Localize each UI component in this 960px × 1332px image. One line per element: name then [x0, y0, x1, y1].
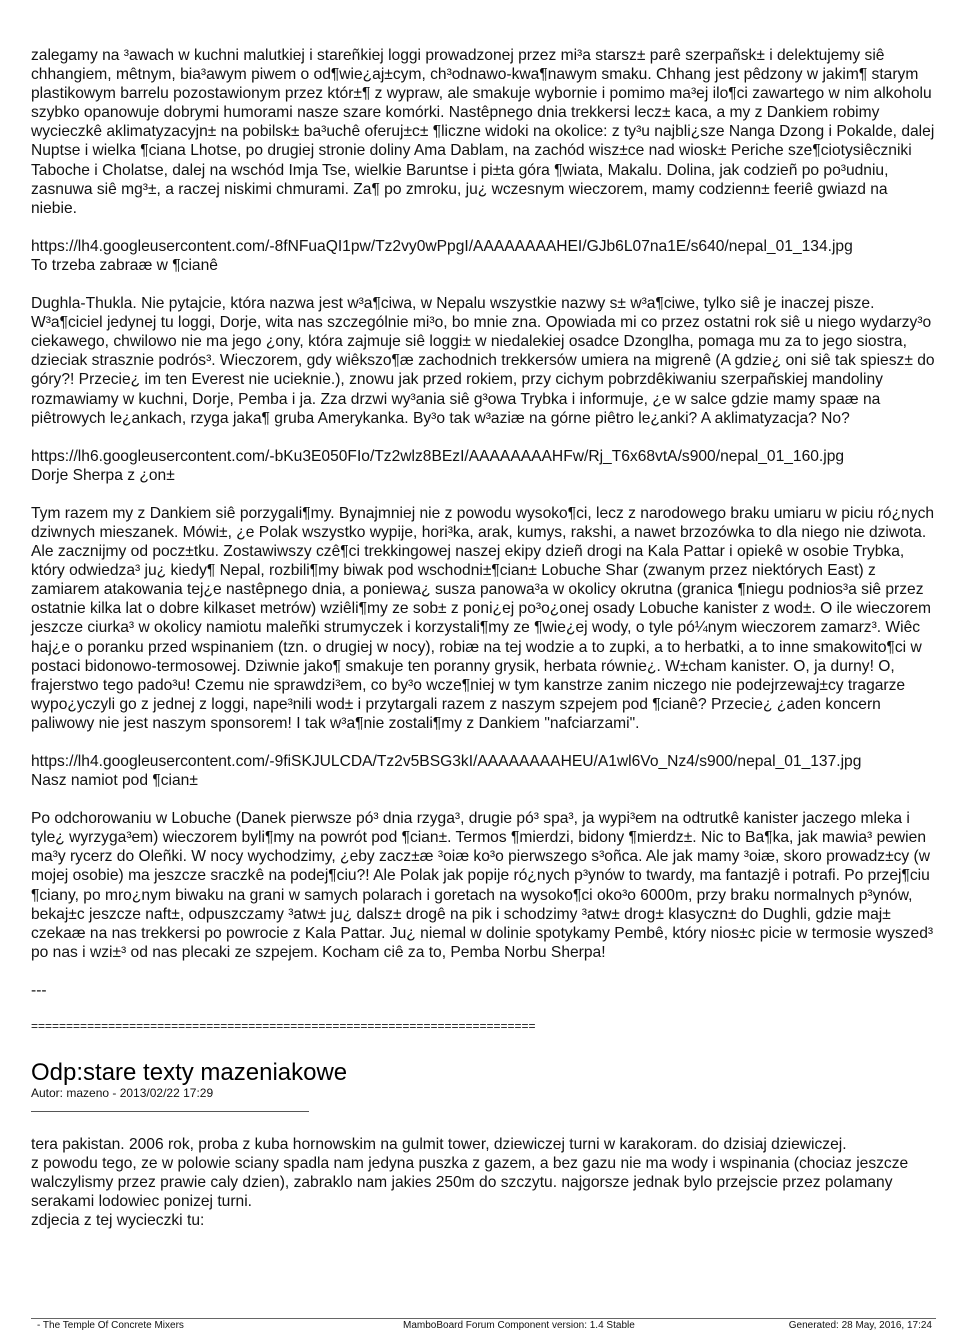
footer-site-name: - The Temple Of Concrete Mixers	[37, 1320, 184, 1331]
footer-divider	[31, 1318, 936, 1319]
footer-generated-date: Generated: 28 May, 2016, 17:24	[788, 1320, 932, 1331]
image-link[interactable]: https://lh6.googleusercontent.com/-bKu3E050FIo/Tz2wlz8BEzI/AAAAAAAAHFw/Rj_T6x68vtA/s900/nepal_01_160.jpg	[31, 447, 845, 465]
page-footer	[31, 1318, 936, 1332]
post-paragraph: Po odchorowaniu w Lobuche (Danek pierwsze pó³ dnia rzyga³, drugie pó³ spa³, ja wypi³em na odtrutkê kanister jaczego mleka i tyle¿ wyrzyga³em) wieczorem byli¶my na powrót pod ¶cian±. Termos ¶mierdzi, bidony ¶mierdz±. Nic to Ba¶ka, jak mawia³ pewien ma³y rycerz do Oleñki. W nocy wychodzimy, ¿eby zacz±æ ³oiæ ko³o pierwszego s³oñca. Ale jak mamy ³oiæ, skoro prowadz±cy (w mojej osobie) ma jeszcze sraczkê na podej¶ciu?! Ale Polak jak popije ró¿nych p³ynów to twardy, ma fantazjê i potrafi. Po przej¶ciu ¶ciany, po mro¿nym biwaku na grani w samych polarach i goretach na wysoko¶ci oko³o 6000m, przy braku normalnych p³ynów, bekaj±c jeszcze naft±, odpuszczamy ³atw± ju¿ dalsz± drogê na pik i schodzimy ³atw± drog± klasyczn± do Dughli, gdzie maj± czekaæ na nas trekkersi po powrocie z Kala Pattar. Ju¿ niemal w dolinie spotykamy Pembê, który nios±c picie w termosie wyszed³ po nas i wzi±³ od nas plecaki ze szpejem. Kocham ciê za to, Pemba Norbu Sherpa!	[31, 810, 938, 961]
image-caption: To trzeba zabraæ w ¶cianê	[31, 256, 218, 274]
image-caption: Dorje Sherpa z ¿on±	[31, 466, 175, 484]
forum-export-page	[31, 46, 939, 1231]
signature-dashes: ---	[31, 981, 47, 999]
post-separator: ========================================================================	[31, 1019, 536, 1034]
image-link[interactable]: https://lh4.googleusercontent.com/-9fiSKJULCDA/Tz2v5BSG3kI/AAAAAAAAHEU/A1wl6Vo_Nz4/s900/nepal_01_137.jpg	[31, 753, 862, 770]
post-meta: Autor: mazeno - 2013/02/22 17:29	[31, 1086, 214, 1101]
image-caption: Nasz namiot pod ¶cian±	[31, 772, 198, 790]
post-divider	[31, 1111, 309, 1112]
post-paragraph: Dughla-Thukla. Nie pytajcie, która nazwa jest w³a¶ciwa, w Nepalu wszystkie nazwy s± w³a¶ciwe, tylko siê je inaczej pisze. W³a¶ciciel jedynej tu loggi, Dorje, wita nas szczególnie mi³o, bo mnie zna. Opowiada mi co przez ostatni rok siê u niego wydarzy³o ciekawego, chwilowo nie ma jego ¿ony, która zajmuje siê loggi± w niedalekiej osadce Dzonglha, pomaga mu za to jego siostra, dzieciak strasznie podrós³. Wieczorem, gdy wiêkszo¶æ zachodnich trekkersów umiera na migrenê (A gdzie¿ oni siê tak spiesz± do góry?! Przecie¿ im ten Everest nie ucieknie.), znowu jak przed rokiem, przy cichym pobrzdêkiwaniu szerpañskiej mandoliny rozmawiamy w kuchni, Dorje, Pemba i ja. Zza drzwi wy³ania siê g³owa Trybka i informuje, ¿e w salce gdzie mamy spaæ na piêtrowych le¿ankach, rzyga jaka¶ gruba Amerykanka. By³o tak w³aziæ na górne piêtro le¿anki? A aklimatyzacja? No?	[31, 295, 939, 427]
post-body: tera pakistan. 2006 rok, proba z kuba hornowskim na gulmit tower, dziewiczej turni w karakoram. do dzisiaj dziewiczej. z powodu tego, ze w polowie sciany spadla nam jedyna puszka z gazem, a bez gazu nie ma wody i wspinania (chociaz jeszcze walczylismy przez prawie caly dzien), zabraklo nam jakies 250m do szczytu. najgorsze jednak bylo przejscie przez polamany serakami lodowiec ponizej turni. zdjecia z tej wycieczki tu:	[31, 1136, 909, 1230]
post-title: Odp:stare texty mazeniakowe	[31, 1059, 348, 1087]
footer-component-version: MamboBoard Forum Component version: 1.4 Stable	[403, 1320, 635, 1331]
image-link[interactable]: https://lh4.googleusercontent.com/-8fNFuaQI1pw/Tz2vy0wPpgI/AAAAAAAAHEI/GJb6L07na1E/s640/nepal_01_134.jpg	[31, 237, 853, 255]
post-paragraph: Tym razem my z Dankiem siê porzygali¶my. Bynajmniej nie z powodu wysoko¶ci, lecz z narodowego braku umiaru w piciu ró¿nych dziwnych mieszanek. Mówi±, ¿e Polak wszystko wypije, hori³ka, arak, kumys, rakshi, a nawet brzozówka to dla niego nie dziwota. Ale zacznijmy od pocz±tku. Zostawiwszy czê¶ci trekkingowej naszej ekipy dzieñ drogi na Kala Pattar i opiekê w osobie Trybka, który odwiedza³ ju¿ kiedy¶ Nepal, rozbili¶my biwak pod wschodni±¶cian± Lobuche Shar (zwanym przez niektórych East) z zamiarem atakowania tej¿e nastêpnego dnia, a poniewa¿ susza panowa³a w okolicy okrutna (granica ¶niegu podnios³a siê przez ostatnie kilka lat o dobre kilkaset metrów) wziêli¶my ze sob± z poni¿ej po³o¿onej osady Lobuche kanister z wod±. O ile wieczorem jeszcze ciurka³ w okolicy namiotu maleñki strumyczek i korzystali¶my ze ¶wie¿ej wody, o tyle pó¼nym wieczorem zamarz³. Wiêc haj¿e o poranku przed wspinaniem (tzn. o drugiej w nocy), robiæ na tej wodzie a to zupki, a to herbatki, a to inne smakowito¶ci w postaci bidonowo-termosowej. Dziwnie jako¶ smakuje ten poranny grysik, herbata równie¿. W±cham kanister. O, ja durny! O, frajerstwo tego pado³u! Czemu nie sprawdzi³em, co by³o wcze¶niej w tym kanstrze zanim niczego nie podejrzewaj±cy tragarze wypo¿yczyli go z jednej z loggi, nape³nili wod± i przytargali razem z naszym szpejem pod ¶cianê? Przecie¿ ¿aden koncern paliwowy nie jest naszym sponsorem! I tak w³a¶nie zostali¶my z Dankiem "nafciarzami".	[31, 504, 939, 732]
post-paragraph: zalegamy na ³awach w kuchni malutkiej i stareñkiej loggi prowadzonej przez mi³a starsz± parê szerpañsk± i delektujemy siê chhangiem, mêtnym, bia³awym piwem o od¶wie¿aj±cym, ch³odnawo-kwa¶nawym smaku. Chhang jest pêdzony w jakim¶ starym plastikowym barrelu pozostawionym przez któr±¶ z wypraw, ale smakuje wybornie i pomimo ma³ej ilo¶ci zawartego w nim alkoholu szybko opanowuje dobrymi humorami nasze szare komórki. Nastêpnego dnia trekkersi lecz± kaca, a my z Dankiem robimy wycieczkê aklimatyzacyjn± na pobilsk± ba³uchê oferuj±c± ¶liczne widoki na okolice: z ty³u najbli¿sze Nanga Dzong i Pokalde, dalej Nuptse i wielka ¶ciana Lhotse, po drugiej stronie doliny Ama Dablam, na zachód wisz±ce nad wiosk± Periche sze¶ciotysiêczniki Taboche i Cholatse, dalej na wschód Imja Tse, wielkie Baruntse i pi±ta góra ¶wiata, Makalu. Dolina, jak codzieñ po po³udniu, zasnuwa siê mg³±, a raczej niskimi chmurami. Za¶ po zmroku, ju¿ wczesnym wieczorem, mamy codzienn± feeriê gwiazd na niebie.	[31, 47, 939, 217]
